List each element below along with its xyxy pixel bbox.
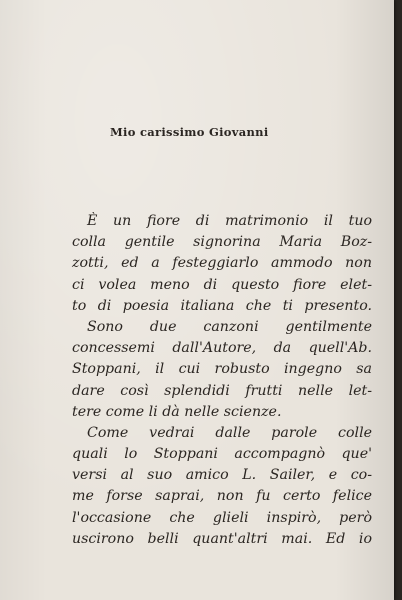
dedication-heading: Mio carissimo Giovanni <box>110 125 269 139</box>
body-text <box>72 211 372 550</box>
text-line: concessemi dall'Autore, da quell'Ab. <box>72 340 372 357</box>
text-line: tere come li dà nelle scienze. <box>72 403 282 420</box>
text-line: dare così splendidi frutti nelle let- <box>72 382 372 399</box>
text-line: Stoppani, il cui robusto ingegno sa <box>72 361 372 378</box>
text-line: to di poesia italiana che ti presento. <box>72 297 372 314</box>
text-line: ci volea meno di questo fiore elet- <box>72 276 372 293</box>
text-line: zotti, ed a festeggiarlo ammodo non <box>72 255 372 272</box>
text-line: Sono due canzoni gentilmente <box>87 318 372 335</box>
text-line: l'occasione che glieli inspirò, però <box>72 509 372 526</box>
text-line: colla gentile signorina Maria Boz- <box>72 234 372 251</box>
text-line: Come vedrai dalle parole colle <box>87 424 372 441</box>
text-line: me forse saprai, non fu certo felice <box>72 488 372 505</box>
text-line: È un fiore di matrimonio il tuo <box>87 213 372 229</box>
text-line: uscirono belli quant'altri mai. Ed io <box>72 530 372 547</box>
text-line: versi al suo amico L. Sailer, e co- <box>72 467 372 484</box>
text-line: quali lo Stoppani accompagnò que' <box>72 446 372 463</box>
